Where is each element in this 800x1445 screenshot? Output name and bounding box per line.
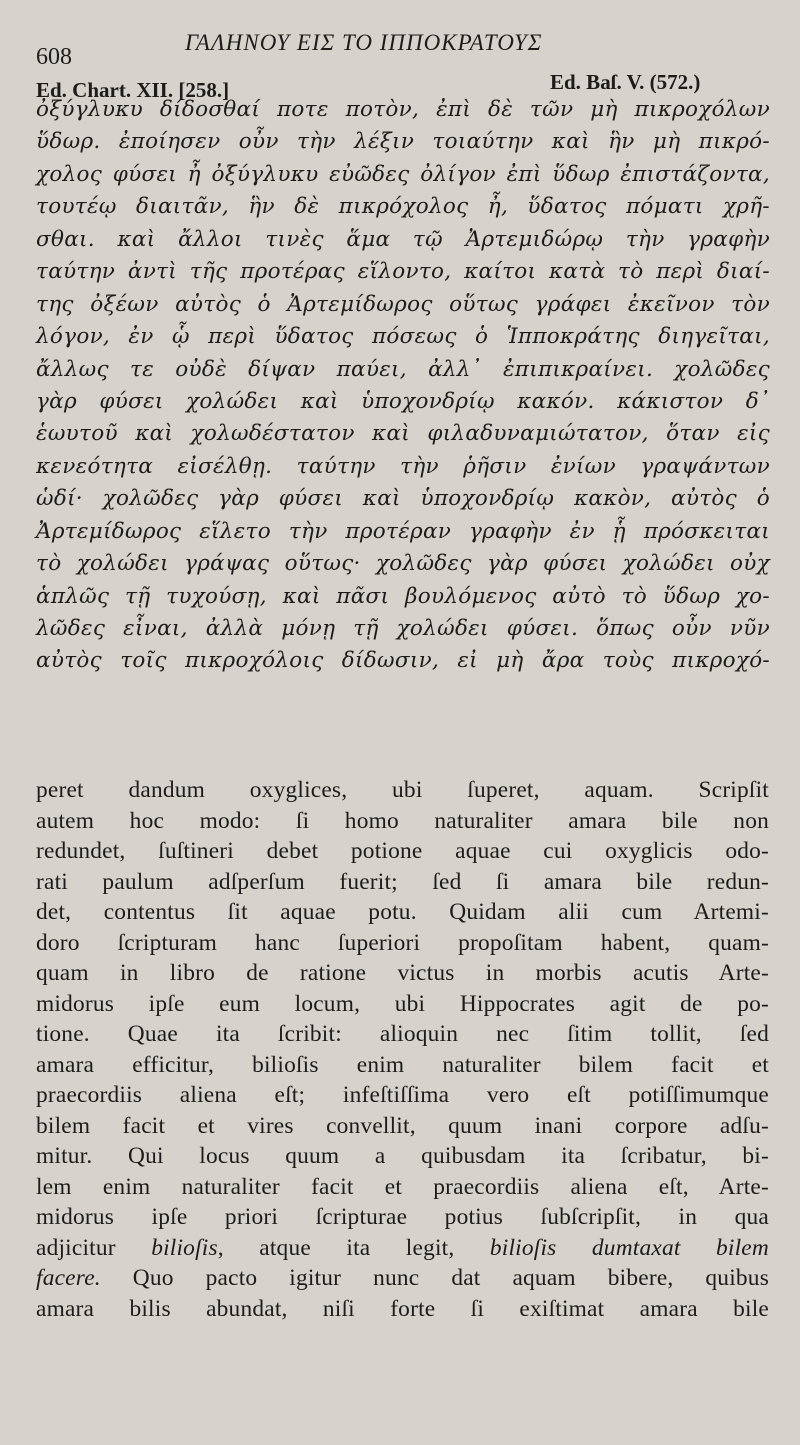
greek-line: Ἀρτεμίδωρος εἵλετο τὴν προτέραν γραφὴν ἐν ᾗ πρόσκειται (36, 518, 770, 544)
page-number: 608 (36, 44, 72, 70)
latin-line: midorus ipſe priori ſcripturae potius ſubſcripſit, in qua (36, 1204, 769, 1230)
greek-line: ἑωυτοῦ καὶ χολωδέστατον καὶ φιλαδυναμιώτατον, ὅταν εἰς (36, 421, 770, 447)
greek-line: αὐτὸς τοῖς πικροχόλοις δίδωσιν, εἰ μὴ ἄρα τοὺς πικροχό- (36, 648, 770, 674)
latin-italic-text: bilioſis (151, 1234, 218, 1261)
latin-line (36, 1233, 769, 1264)
greek-line: λῶδες εἶναι, ἀλλὰ μόνῃ τῇ χολώδει φύσει. ὅπως οὖν νῦν (36, 616, 770, 641)
latin-line: bilem facit et vires convellit, quum inani corpore adſu- (36, 1112, 769, 1139)
greek-line: ἁπλῶς τῇ τυχούσῃ, καὶ πᾶσι βουλόμενος αὐτὸ τὸ ὕδωρ χο- (36, 583, 770, 609)
latin-text-block (36, 775, 769, 1324)
latin-line: mitur. Qui locus quum a quibusdam ita ſcribatur, bi- (36, 1143, 769, 1169)
latin-italic-text: facere. (36, 1265, 101, 1291)
greek-line: χολος φύσει ἦ ὀξύγλυκυ εὐῶδες ὀλίγον ἐπὶ ὕδωρ ἐπιστάζοντα, (36, 161, 770, 187)
latin-line: det, contentus ſit aquae potu. Quidam alii cum Artemi- (36, 899, 769, 925)
greek-line: ὕδωρ. ἐποίησεν οὖν τὴν λέξιν τοιαύτην καὶ ἣν μὴ πικρό- (36, 129, 770, 155)
latin-line: lem enim naturaliter facit et praecordiis aliena eſt, Arte- (36, 1173, 769, 1200)
greek-line: τουτέῳ διαιτᾶν, ἣν δὲ πικρόχολος ἦ, ὕδατος πόματι χρῆ- (36, 194, 770, 220)
latin-text: , atque ita legit, (217, 1234, 490, 1261)
latin-line: doro ſcripturam hanc ſuperiori propoſitam habent, quam- (36, 929, 769, 956)
latin-line: peret dandum oxyglices, ubi ſuperet, aquam. Scripſit (36, 777, 769, 803)
greek-line: ὡδί· χολῶδες γὰρ φύσει καὶ ὑποχονδρίῳ κακὸν, αὐτὸς ὁ (36, 486, 770, 512)
latin-line: amara bilis abundat, niſi forte ſi exiſtimat amara bile (36, 1295, 769, 1322)
latin-line: amara efficitur, bilioſis enim naturaliter bilem facit et (36, 1051, 769, 1078)
greek-line: λόγον, ἐν ᾧ περὶ ὕδατος πόσεως ὁ Ἱπποκράτης διηγεῖται, (36, 324, 770, 350)
edition-reference-right: Ed. Baſ. V. (572.) (550, 70, 701, 94)
latin-text: adjicitur (36, 1234, 152, 1261)
edition-reference-left: Ed. Chart. XII. [258.] (36, 78, 230, 102)
greek-line: της ὀξέων αὐτὸς ὁ Ἀρτεμίδωρος οὕτως γράφει ἐκεῖνον τὸν (36, 291, 770, 317)
greek-line: σθαι. καὶ ἄλλοι τινὲς ἅμα τῷ Ἀρτεμιδώρῳ τὴν γραφὴν (36, 226, 770, 252)
latin-italic-text: bilioſis dumtaxat bilem (489, 1234, 769, 1261)
latin-text: Quo pacto igitur nunc dat aquam bibere, quibus (100, 1265, 769, 1291)
latin-line: autem hoc modo: ſi homo naturaliter amara bile non (36, 807, 769, 834)
latin-line: praecordiis aliena eſt; infeſtiſſima vero eſt potiſſimumque (36, 1082, 769, 1108)
latin-line: tione. Quae ita ſcribit: alioquin nec ſitim tollit, ſed (36, 1021, 769, 1047)
latin-line: redundet, ſuſtineri debet potione aquae cui oxyglicis odo- (36, 838, 769, 864)
latin-line (36, 1263, 769, 1294)
running-title: ΓΑΛΗΝΟΥ ΕΙΣ ΤΟ ΙΠΠΟΚΡΑΤΟΥΣ (185, 30, 543, 55)
greek-line: ὀξύγλυκυ δίδοσθαί ποτε ποτὸν, ἐπὶ δὲ τῶν μὴ πικροχόλων (36, 97, 770, 122)
latin-line: midorus ipſe eum locum, ubi Hippocrates agit de po- (36, 990, 769, 1017)
greek-line: ἄλλως τε οὐδὲ δίψαν παύει, ἀλλ᾽ ἐπιπικραίνει. χολῶδες (36, 356, 770, 382)
greek-line: τὸ χολώδει γράψας οὕτως· χολῶδες γὰρ φύσει χολώδει οὐχ (36, 551, 770, 577)
greek-text-block (36, 94, 770, 678)
greek-line: γὰρ φύσει χολώδει καὶ ὑποχονδρίῳ κακόν. κάκιστον δ᾽ (36, 388, 770, 414)
greek-line: κενεότητα εἰσέλθῃ. ταύτην τὴν ῥῆσιν ἐνίων γραψάντων (36, 453, 770, 479)
latin-line: rati paulum adſperſum fuerit; ſed ſi amara bile redun- (36, 868, 769, 895)
greek-line: ταύτην ἀντὶ τῆς προτέρας εἵλοντο, καίτοι κατὰ τὸ περὶ διαί- (36, 259, 770, 285)
latin-line: quam in libro de ratione victus in morbis acutis Arte- (36, 960, 769, 986)
